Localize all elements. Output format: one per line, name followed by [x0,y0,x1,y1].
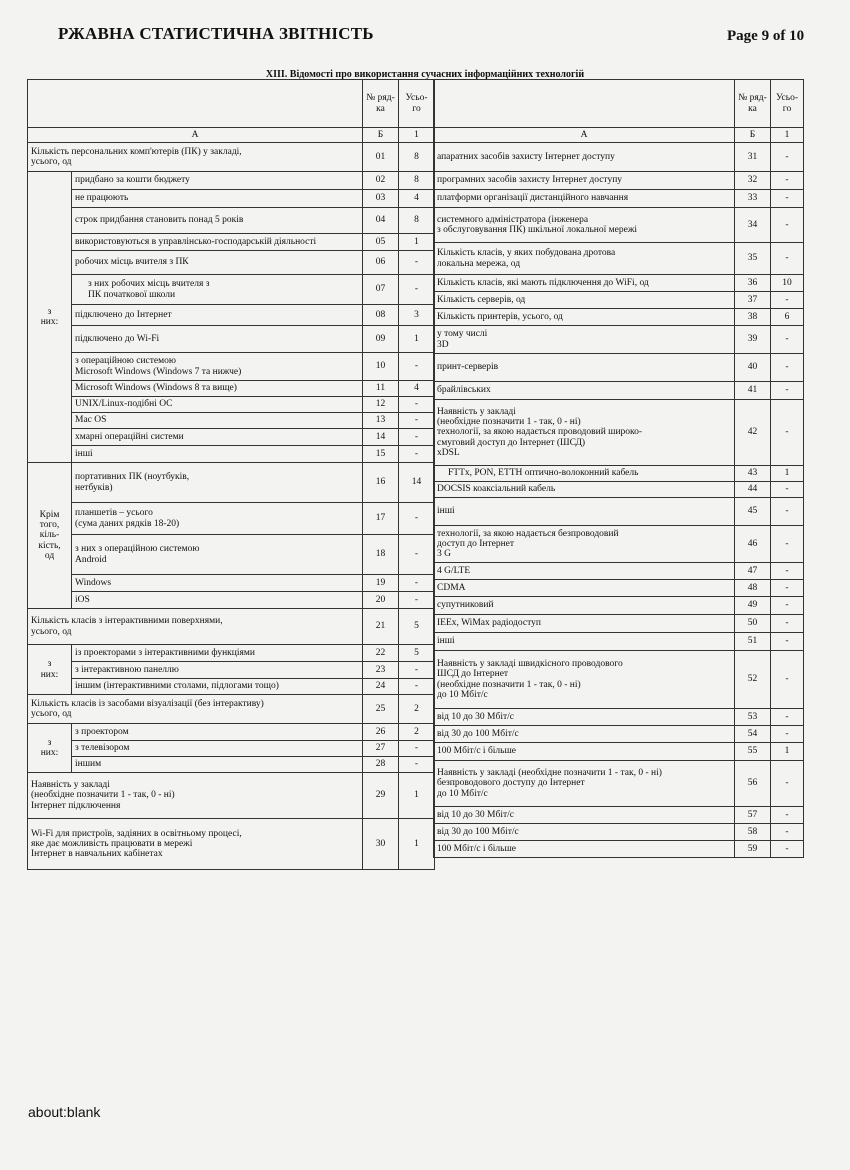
row-value: 5 [399,609,435,645]
row-number: 16 [363,463,399,503]
header-row-no: № ряд-ка [735,80,771,128]
header-blank-cell [434,80,735,128]
table-row [28,251,435,275]
row-label: хмарні операційні системи [72,429,363,446]
row-label: апаратних засобів захисту Інтернет доступу [434,143,735,172]
table-row [434,597,804,615]
row-label: із проекторами з інтерактивними функціями [72,645,363,662]
table-row [434,208,804,243]
row-number: 02 [363,172,399,190]
row-value: - [771,498,804,526]
row-number: 08 [363,305,399,326]
row-number: 24 [363,679,399,695]
row-label: супутниковий [434,597,735,615]
row-value: 8 [399,172,435,190]
row-value: - [771,243,804,275]
table-row [28,397,435,413]
table-row [434,466,804,482]
left-table [27,79,435,870]
table-row [434,563,804,580]
table-row [28,234,435,251]
row-value: 1 [399,773,435,819]
row-label: Mac OS [72,413,363,429]
row-value: - [399,757,435,773]
row-value: - [771,761,804,807]
row-value: 2 [399,695,435,724]
row-number: 40 [735,354,771,382]
row-label: з них робочих місць вчителя з ПК початкової школи [72,275,363,305]
row-value: 14 [399,463,435,503]
row-value: - [771,633,804,651]
row-label: Microsoft Windows (Windows 8 та вище) [72,381,363,397]
header-total: Усьо-го [771,80,804,128]
table-row [434,354,804,382]
table-row [434,143,804,172]
row-number: 19 [363,575,399,592]
row-label: 100 Мбіт/с і більше [434,743,735,761]
footer-url: about:blank [28,1104,101,1120]
table-header-row [434,80,804,128]
row-value: - [771,292,804,309]
letter-a: А [28,128,363,143]
table-row [434,841,804,858]
row-value: 6 [771,309,804,326]
table-row [28,662,435,679]
row-number: 29 [363,773,399,819]
row-number: 31 [735,143,771,172]
row-value: - [771,400,804,466]
row-label: іншим [72,757,363,773]
row-number: 47 [735,563,771,580]
table-row [28,353,435,381]
row-label: від 10 до 30 Мбіт/с [434,709,735,726]
row-value: - [399,446,435,463]
row-value: 1 [399,819,435,870]
row-label: робочих місць вчителя з ПК [72,251,363,275]
table-row [434,275,804,292]
row-value: - [771,709,804,726]
table-row [28,190,435,208]
row-label: Кількість класів із засобами візуалізації (без інтерактиву) усього, од [28,695,363,724]
row-number: 46 [735,526,771,563]
header-total: Усьо-го [399,80,435,128]
row-label: принт-серверів [434,354,735,382]
row-value: 4 [399,190,435,208]
row-value: - [771,580,804,597]
row-value: - [399,251,435,275]
row-label: Кількість класів, у яких побудована дротова локальна мережа, од [434,243,735,275]
table-row [434,482,804,498]
row-value: 5 [399,645,435,662]
row-label: Wi-Fi для пристроїв, задіяних в освітньому процесі, яке дає можливість працювати в мережі Інтернет в навчальних кабінетах [28,819,363,870]
row-label: системного адміністратора (інженера з обслуговування ПК) шкільної локальної мережі [434,208,735,243]
table-row [434,633,804,651]
row-value: - [771,841,804,858]
row-number: 03 [363,190,399,208]
row-label: технології, за якою надається безпроводовий доступ до Інтернет 3 G [434,526,735,563]
row-value: 2 [399,724,435,741]
table-row [434,580,804,597]
row-value: 1 [399,326,435,353]
row-number: 43 [735,466,771,482]
row-number: 30 [363,819,399,870]
row-label: iOS [72,592,363,609]
row-label: у тому числі 3D [434,326,735,354]
row-label: Наявність у закладі швидкісного проводового ШСД до Інтернет (необхідне позначити 1 - так, 0 - ні) до 10 Мбіт/с [434,651,735,709]
table-row [434,326,804,354]
header-blank-cell [28,80,363,128]
row-value: - [771,824,804,841]
row-value: 8 [399,208,435,234]
table-row [434,761,804,807]
row-number: 25 [363,695,399,724]
row-value: 10 [771,275,804,292]
table-row [434,292,804,309]
row-number: 21 [363,609,399,645]
row-value: - [771,382,804,400]
row-value: - [771,563,804,580]
table-row [28,172,435,190]
table-row [434,498,804,526]
row-value: - [399,413,435,429]
row-value: - [771,143,804,172]
letter-one: 1 [771,128,804,143]
row-number: 17 [363,503,399,535]
row-number: 28 [363,757,399,773]
row-label: з них з операційною системою Android [72,535,363,575]
row-number: 51 [735,633,771,651]
row-label: строк придбання становить понад 5 років [72,208,363,234]
table-row [434,309,804,326]
row-number: 44 [735,482,771,498]
group-label: з них: [28,645,72,695]
row-number: 26 [363,724,399,741]
table-row [434,400,804,466]
row-number: 56 [735,761,771,807]
table-row [28,645,435,662]
section-title: XIII. Відомості про використання сучасних інформаційних технологій [265,69,585,80]
row-value: - [399,535,435,575]
row-label: Кількість класів, які мають підключення до WiFi, од [434,275,735,292]
row-number: 36 [735,275,771,292]
row-value: - [771,526,804,563]
row-label: DOCSIS коаксіальний кабель [434,482,735,498]
table-row [28,446,435,463]
row-value: - [771,615,804,633]
table-row [28,381,435,397]
row-number: 52 [735,651,771,709]
table-row [28,326,435,353]
letter-a: А [434,128,735,143]
table-row [28,609,435,645]
table-row [434,172,804,190]
row-label: іншим (інтерактивними столами, підлогами тощо) [72,679,363,695]
row-value: - [771,597,804,615]
row-value: - [399,741,435,757]
row-label: Кількість персональних комп'ютерів (ПК) у закладі, усього, од [28,143,363,172]
row-value: - [399,575,435,592]
row-value: - [399,275,435,305]
table-row [434,743,804,761]
row-number: 34 [735,208,771,243]
row-label: програмних засобів захисту Інтернет доступу [434,172,735,190]
row-number: 33 [735,190,771,208]
table-row [28,773,435,819]
table-row [434,190,804,208]
row-label: платформи організації дистанційного навчання [434,190,735,208]
table-row [28,741,435,757]
row-label: 4 G/LTE [434,563,735,580]
row-label: брайлівських [434,382,735,400]
row-label: UNIX/Linux-подібні ОС [72,397,363,413]
row-label: Наявність у закладі (необхідне позначити 1 - так, 0 - ні) Інтернет підключення [28,773,363,819]
row-value: - [771,807,804,824]
row-number: 38 [735,309,771,326]
row-number: 14 [363,429,399,446]
row-number: 53 [735,709,771,726]
row-number: 27 [363,741,399,757]
row-label: з інтерактивною панеллю [72,662,363,679]
row-value: 1 [771,743,804,761]
row-number: 32 [735,172,771,190]
table-row [28,724,435,741]
table-row [434,726,804,743]
row-label: портативних ПК (ноутбуків, нетбуків) [72,463,363,503]
table-row [434,615,804,633]
row-value: - [399,353,435,381]
row-label: використовуються в управлінсько-господарській діяльності [72,234,363,251]
row-value: - [399,397,435,413]
row-label: інші [434,498,735,526]
table-row [28,695,435,724]
row-label: від 10 до 30 Мбіт/с [434,807,735,824]
row-number: 23 [363,662,399,679]
row-number: 18 [363,535,399,575]
row-number: 07 [363,275,399,305]
row-label: від 30 до 100 Мбіт/с [434,726,735,743]
row-number: 55 [735,743,771,761]
group-label: Крім того, кіль- кість, од [28,463,72,609]
row-number: 54 [735,726,771,743]
table-row [434,807,804,824]
row-number: 37 [735,292,771,309]
row-number: 09 [363,326,399,353]
table-row [434,382,804,400]
row-value: - [399,592,435,609]
table-row [434,526,804,563]
row-value: - [771,726,804,743]
table-row [28,757,435,773]
row-number: 11 [363,381,399,397]
row-number: 42 [735,400,771,466]
letter-b: Б [363,128,399,143]
row-value: - [771,651,804,709]
table-letter-row [28,128,435,143]
row-number: 10 [363,353,399,381]
letter-b: Б [735,128,771,143]
row-value: 1 [399,234,435,251]
table-row [434,651,804,709]
table-row [28,429,435,446]
row-number: 01 [363,143,399,172]
row-value: 1 [771,466,804,482]
table-row [28,503,435,535]
row-number: 58 [735,824,771,841]
group-label: з них: [28,724,72,773]
table-row [434,709,804,726]
row-number: 06 [363,251,399,275]
row-number: 20 [363,592,399,609]
row-number: 15 [363,446,399,463]
table-row [28,275,435,305]
row-label: планшетів – усього (сума даних рядків 18-20) [72,503,363,535]
table-row [28,575,435,592]
row-label: IEEx, WiMax радіодоступ [434,615,735,633]
row-label: Наявність у закладі (необхідне позначити 1 - так, 0 - ні) технології, за якою надається проводовий широко- смуговий доступ до Інтернет (ШСД) xDSL [434,400,735,466]
row-value: - [771,326,804,354]
letter-one: 1 [399,128,435,143]
table-row [28,413,435,429]
row-number: 45 [735,498,771,526]
row-label: 100 Мбіт/с і більше [434,841,735,858]
row-number: 05 [363,234,399,251]
table-row [28,305,435,326]
table-row [434,243,804,275]
row-label: FTTx, PON, ETTH оптично-волоконний кабель [434,466,735,482]
row-number: 57 [735,807,771,824]
row-label: Наявність у закладі (необхідне позначити 1 - так, 0 - ні) безпроводового доступу до Інтернет до 10 Мбіт/с [434,761,735,807]
row-label: Windows [72,575,363,592]
row-value: - [399,679,435,695]
table-row [28,592,435,609]
row-label: з операційною системою Microsoft Windows (Windows 7 та нижче) [72,353,363,381]
row-value: 3 [399,305,435,326]
page-title: РЖАВНА СТАТИСТИЧНА ЗВІТНІСТЬ [58,24,374,43]
row-value: 8 [399,143,435,172]
table-row [28,819,435,870]
row-number: 41 [735,382,771,400]
row-label: з проектором [72,724,363,741]
row-label: підключено до Інтернет [72,305,363,326]
row-value: - [771,354,804,382]
row-number: 13 [363,413,399,429]
row-label: Кількість класів з інтерактивними поверхнями, усього, од [28,609,363,645]
header-row-no: № ряд-ка [363,80,399,128]
row-value: - [399,429,435,446]
row-label: CDMA [434,580,735,597]
row-value: - [399,503,435,535]
table-row [28,143,435,172]
table-row [28,679,435,695]
row-label: підключено до Wi-Fi [72,326,363,353]
row-number: 04 [363,208,399,234]
row-label: придбано за кошти бюджету [72,172,363,190]
row-label: з телевізором [72,741,363,757]
row-number: 35 [735,243,771,275]
row-value: - [771,208,804,243]
row-label: інші [434,633,735,651]
table-row [434,824,804,841]
table-header-row [28,80,435,128]
row-number: 22 [363,645,399,662]
row-value: - [399,662,435,679]
row-value: - [771,190,804,208]
table-row [28,463,435,503]
table-row [28,535,435,575]
row-number: 48 [735,580,771,597]
row-number: 59 [735,841,771,858]
page-number: Page 9 of 10 [727,28,805,44]
row-label: Кількість принтерів, усього, од [434,309,735,326]
row-label: не працюють [72,190,363,208]
right-table [433,79,804,858]
row-number: 12 [363,397,399,413]
row-label: від 30 до 100 Мбіт/с [434,824,735,841]
group-label: з них: [28,172,72,463]
row-number: 50 [735,615,771,633]
row-label: інші [72,446,363,463]
row-value: - [771,482,804,498]
row-label: Кількість серверів, од [434,292,735,309]
table-letter-row [434,128,804,143]
row-number: 49 [735,597,771,615]
row-value: - [771,172,804,190]
row-value: 4 [399,381,435,397]
table-row [28,208,435,234]
row-number: 39 [735,326,771,354]
